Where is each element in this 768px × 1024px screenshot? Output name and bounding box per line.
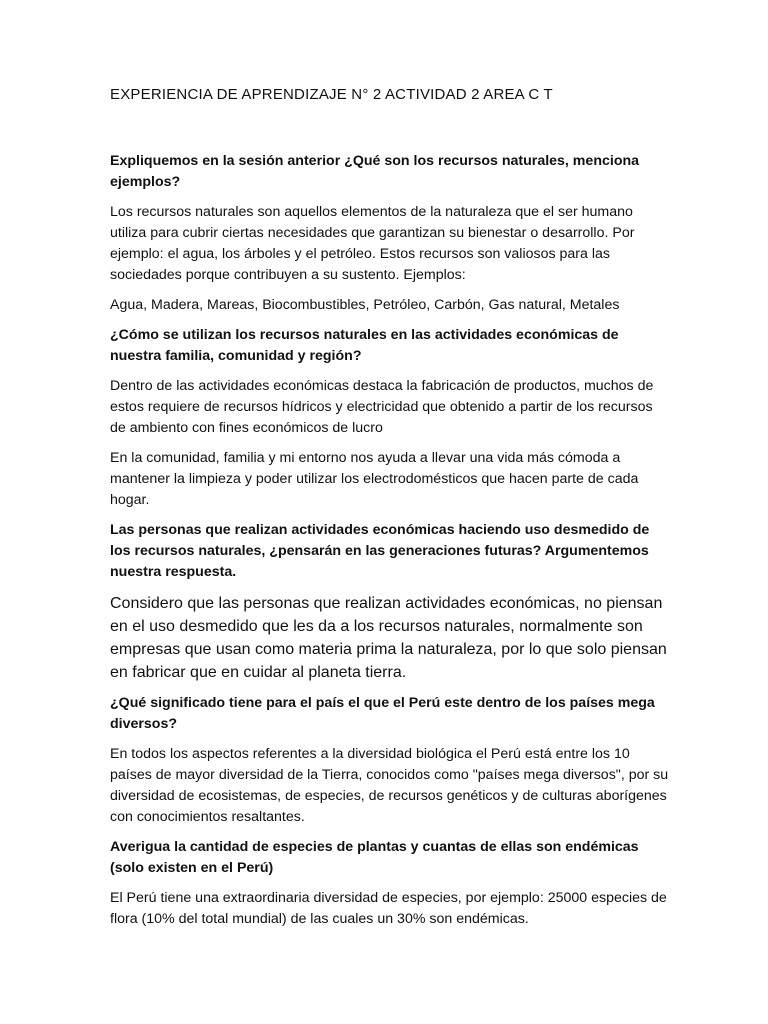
question-4: ¿Qué significado tiene para el país el que el Perú este dentro de los países mega diversos? bbox=[110, 695, 655, 732]
document-title: EXPERIENCIA DE APRENDIZAJE N° 2 ACTIVIDAD 2 AREA C T bbox=[110, 86, 553, 103]
answer-1-paragraph-2: Agua, Madera, Mareas, Biocombustibles, Petróleo, Carbón, Gas natural, Metales bbox=[110, 297, 620, 313]
answer-4-paragraph-1: En todos los aspectos referentes a la diversidad biológica el Perú está entre los 10 países de mayor diversidad de la Tierra, conocidos como "países mega diversos", por su diversidad de ecosistemas, de especies, de recursos genéticos y de culturas aborígenes con conocimientos resaltantes. bbox=[110, 746, 669, 825]
answer-3-paragraph-1: Considero que las personas que realizan actividades económicas, no piensan en el uso desmedido que les da a los recursos naturales, normalmente son empresas que usan como materia prima la naturaleza, por lo que solo piensan en fabricar que en cuidar al planeta tierra. bbox=[110, 595, 667, 681]
question-2: ¿Cómo se utilizan los recursos naturales en las actividades económicas de nuestra familia, comunidad y región? bbox=[110, 327, 619, 364]
answer-5-paragraph-1: El Perú tiene una extraordinaria diversidad de especies, por ejemplo: 25000 especies de flora (10% del total mundial) de las cuales un 30% son endémicas. bbox=[110, 890, 667, 927]
question-1: Expliquemos en la sesión anterior ¿Qué son los recursos naturales, menciona ejemplos? bbox=[110, 153, 640, 190]
document-page bbox=[110, 86, 670, 939]
question-5: Averigua la cantidad de especies de plantas y cuantas de ellas son endémicas (solo existen en el Perú) bbox=[110, 839, 639, 876]
answer-2-paragraph-2: En la comunidad, familia y mi entorno nos ayuda a llevar una vida más cómoda a mantener la limpieza y poder utilizar los electrodomésticos que hacen parte de cada hogar. bbox=[110, 450, 639, 508]
question-3: Las personas que realizan actividades económicas haciendo uso desmedido de los recursos naturales, ¿pensarán en las generaciones futuras? Argumentemos nuestra respuesta. bbox=[110, 522, 650, 580]
answer-1-paragraph-1: Los recursos naturales son aquellos elementos de la naturaleza que el ser humano utiliza para cubrir ciertas necesidades que garantizan su bienestar o desarrollo. Por ejemplo: el agua, los árboles y el petróleo. Estos recursos son valiosos para las sociedades porque contribuyen a su sustento. Ejemplos: bbox=[110, 204, 635, 283]
answer-2-paragraph-1: Dentro de las actividades económicas destaca la fabricación de productos, muchos de estos requiere de recursos hídricos y electricidad que obtenido a partir de los recursos de ambiento con fines económicos de lucro bbox=[110, 378, 654, 436]
